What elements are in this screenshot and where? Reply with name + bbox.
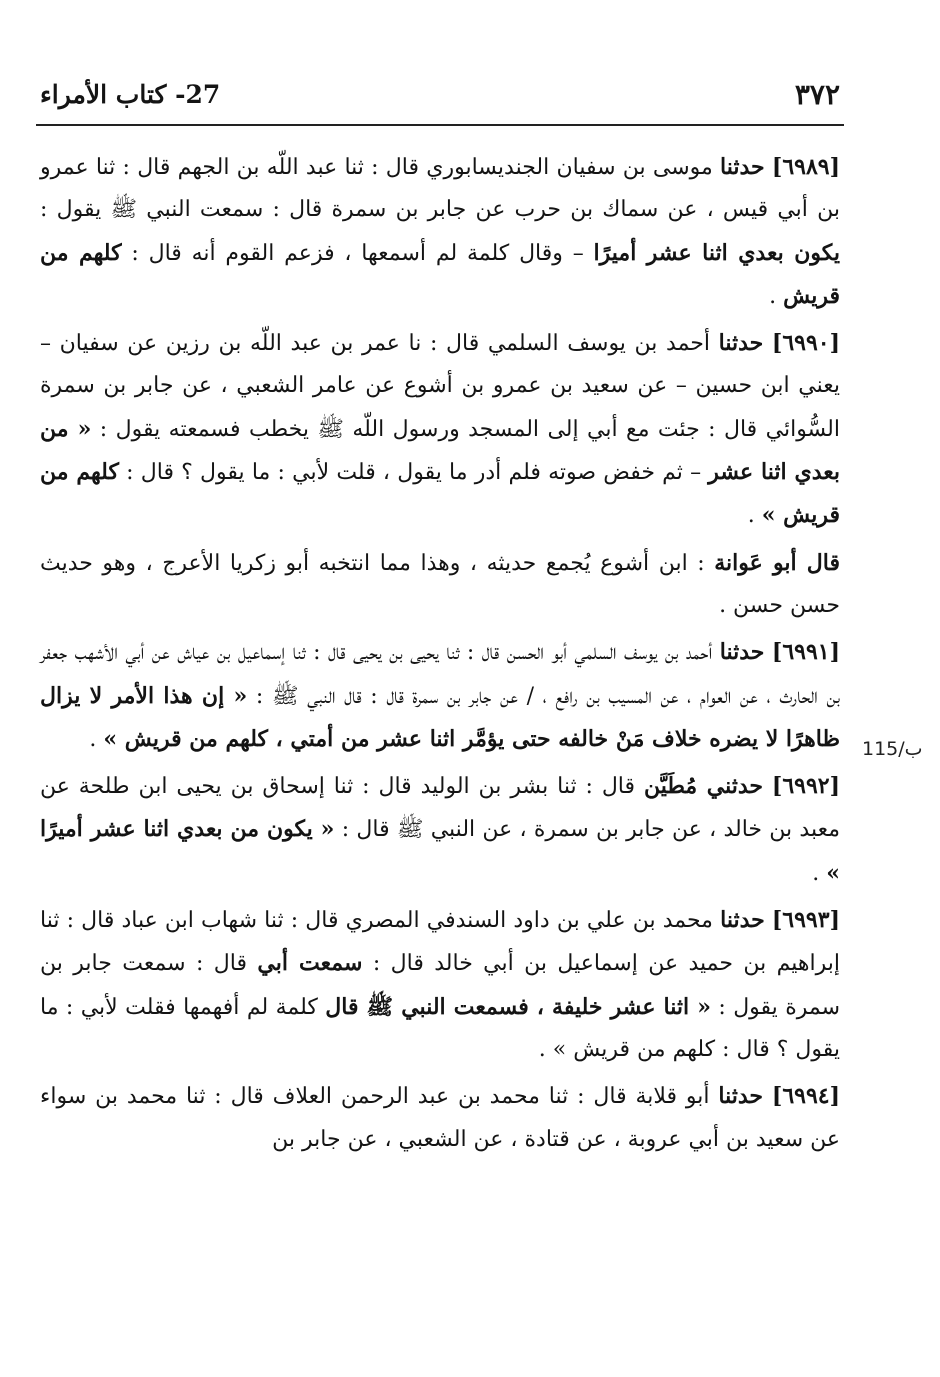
hadith-number: [٦٩٩٠] (771, 330, 840, 357)
hadith-paragraph (40, 322, 840, 537)
hadith-paragraph (40, 899, 840, 1071)
hadith-lead: حدثنا (718, 330, 764, 357)
hadith-paragraph (40, 146, 840, 318)
page-header (40, 78, 840, 118)
hadith-matn: « إن هذا الأمر لا يزال ظاهرًا لا يضره خلاف مَنْ خالفه حتى يؤمَّر اثنا عشر من أمتي ، كلهم من قريش » (40, 682, 840, 752)
hadith-lead: حدثنا (719, 639, 765, 666)
commentary-lead: قال أبو عَوانة (714, 549, 840, 576)
hadith-text: كلمة لم أفهمها فقلت لأبي : ما يقول ؟ قال : كلهم من قريش » . (40, 994, 840, 1062)
main-text (40, 146, 840, 1165)
hadith-chain: موسى بن سفيان الجنديسابوري قال : ثنا عبد اللّه بن الجهم قال : ثنا عمرو بن أبي قيس ، عن سماك بن حرب عن جابر بن سمرة قال : سمعت النبي ﷺ يقول : (40, 155, 840, 223)
hadith-paragraph (40, 631, 840, 761)
hadith-chain: قال : ثنا بشر بن الوليد قال : ثنا إسحاق بن يحيى ابن طلحة عن معبد بن خالد ، عن جابر بن سمرة ، عن النبي ﷺ قال : (40, 774, 841, 843)
hadith-chain: أبو قلابة قال : ثنا محمد بن عبد الرحمن العلاف قال : ثنا محمد بن سواء عن سعيد بن أبي عروبة ، عن قتادة ، عن الشعبي ، عن جابر بن (40, 1084, 840, 1152)
hadith-text: . (769, 283, 777, 309)
hadith-chain: أحمد بن يوسف السلمي قال : نا عمر بن عبد اللّه بن رزين عن سفيان – يعني ابن حسين – عن سعيد بن عمرو بن أشوع عن عامر الشعبي ، عن جابر بن سمرة السُّوائي قال : جئت مع أبي إلى المسجد ورسول اللّه ﷺ يخطب فسمعته يقول : (40, 331, 840, 442)
hadith-number: [٦٩٨٩] (771, 154, 841, 180)
hadith-number: [٦٩٩٤] (771, 1083, 840, 1110)
hadith-matn: سمعت أبي (257, 950, 363, 977)
commentary-paragraph (40, 542, 840, 628)
hadith-paragraph (40, 765, 840, 895)
hadith-matn: « من بعدي اثنا عشر (40, 415, 840, 486)
hadith-text: . (89, 726, 97, 752)
hadith-chain: محمد بن علي بن داود السندفي المصري قال : ثنا شهاب ابن عباد قال : ثنا إبراهيم بن حميد عن إسماعيل بن أبي خالد قال : (40, 908, 841, 977)
hadith-chain: أحمد بن يوسف السلمي أبو الحسن قال : ثنا يحيى بن يحيى قال : ثنا إسماعيل بن عياش عن أبي الأشهب جعفر بن الحارث ، عن العوام ، عن المسيب بن رافع ، / عن جابر بن سمرة قال : قال النبي ﷺ : (40, 640, 840, 709)
chapter-title: 27- كتاب الأمراء (40, 80, 221, 109)
hadith-number: [٦٩٩٢] (771, 773, 841, 800)
manuscript-folio-note: 115/ب (862, 738, 923, 760)
hadith-lead: حدثنا (720, 154, 765, 180)
hadith-paragraph (40, 1075, 840, 1161)
hadith-lead: حدثنا (720, 907, 765, 934)
hadith-text: – وقال كلمة لم أسمعها ، فزعم القوم أنه قال : (131, 240, 584, 266)
hadith-text: – ثم خفض صوته فلم أدر ما يقول ، قلت لأبي : ما يقول ؟ قال : (126, 460, 702, 486)
hadith-number: [٦٩٩١] (771, 639, 840, 666)
page-number: ٣٧٢ (794, 78, 840, 111)
hadith-matn: « يكون من بعدي اثنا عشر أميرًا » (40, 816, 840, 886)
hadith-text: . (812, 860, 820, 886)
header-divider (36, 124, 844, 126)
hadith-text: . (747, 503, 755, 529)
hadith-number: [٦٩٩٣] (771, 907, 840, 934)
hadith-lead: حدثني مُطَيَّن (643, 773, 763, 800)
hadith-matn: كلهم من قريش (40, 239, 840, 309)
hadith-matn: يكون بعدي اثنا عشر أميرًا (593, 239, 840, 266)
hadith-lead: حدثنا (718, 1083, 764, 1110)
hadith-matn: « اثنا عشر خليفة ، فسمعت النبي ﷺ قال (325, 993, 711, 1020)
hadith-matn: كلهم من قريش » (40, 459, 840, 529)
hadith-text: قال : سمعت جابر بن سمرة يقول : (40, 951, 841, 1020)
commentary-text: : ابن أشوع يُجمع حديثه ، وهذا مما انتخبه أبو زكريا الأعرج ، وهو حديث حسن حسن . (40, 550, 840, 618)
